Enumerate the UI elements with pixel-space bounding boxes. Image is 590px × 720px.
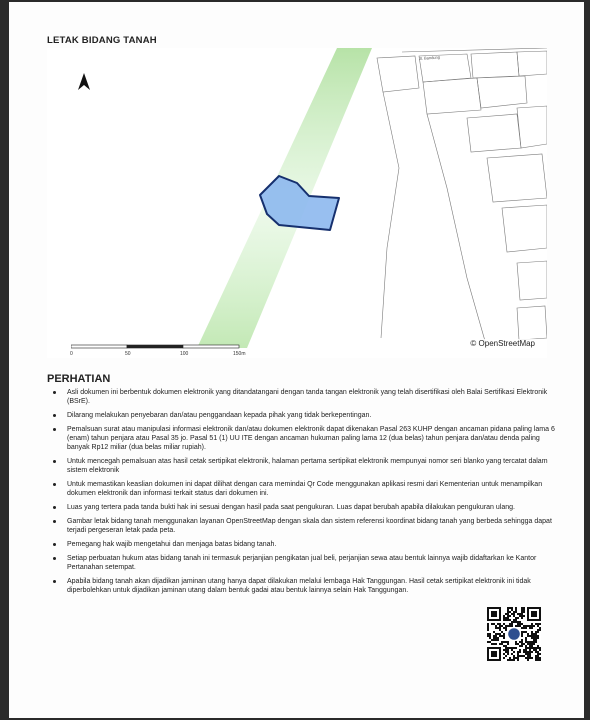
list-item: Dilarang melakukan penyebaran dan/atau penggandaan kepada pihak yang tidak berkepentingan.	[47, 411, 555, 420]
road-label: Jl. Bandung	[418, 54, 441, 61]
osm-attribution: © OpenStreetMap	[470, 339, 535, 348]
notice-title: PERHATIAN	[47, 373, 111, 385]
list-item: Luas yang tertera pada tanda bukti hak ini sesuai dengan hasil pada saat pengukuran. Luas dapat berubah apabila dilakukan pengukuran ulang.	[47, 503, 555, 512]
section-title: LETAK BIDANG TANAH	[47, 35, 157, 46]
map-canvas	[47, 48, 547, 358]
list-item: Asli dokumen ini berbentuk dokumen elektronik yang ditandatangani dengan tanda tangan elektronik yang telah disertifikasi oleh Balai Sertifikasi Elektronik (BSrE).	[47, 388, 555, 406]
parcel-map	[47, 48, 547, 358]
list-item: Gambar letak bidang tanah menggunakan layanan OpenStreetMap dengan skala dan sistem referensi koordinat bidang tanah yang berbeda sehingga dapat terjadi pergeseran letak pada peta.	[47, 517, 555, 535]
list-item: Pemalsuan surat atau manipulasi informasi elektronik dan/atau dokumen elektronik dapat dikenakan Pasal 263 KUHP dengan ancaman pidana paling lama 6 (enam) tahun penjara atau Pasal 35 jo. Pasal 51 (1) UU ITE dengan ancaman hukuman paling lama 12 (dua belas) tahun penjara dan/atau denda paling banyak Rp12 miliar (dua belas miliar rupiah).	[47, 425, 555, 452]
scale-bar	[71, 343, 251, 351]
list-item: Pemegang hak wajib mengetahui dan menjaga batas bidang tanah.	[47, 540, 555, 549]
list-item: Setiap perbuatan hukum atas bidang tanah ini termasuk perjanjian pengikatan jual beli, perjanjian sewa atau bentuk lainnya wajib didaftarkan ke Kantor Pertanahan setempat.	[47, 554, 555, 572]
list-item: Untuk mencegah pemalsuan atas hasil cetak sertipikat elektronik, halaman pertama sertipikat elektronik mempunyai nomor seri blanko yang tercatat dalam sistem elektronik	[47, 457, 555, 475]
scale-label-50: 50	[125, 351, 131, 357]
list-item: Untuk memastikan keaslian dokumen ini dapat dilihat dengan cara memindai Qr Code menggunakan aplikasi resmi dari Kementerian untuk menampilkan dokumen elektronik dan informasi terkait status dari dokumen ini.	[47, 480, 555, 498]
scale-label-100: 100	[180, 351, 189, 357]
certificate-page	[9, 2, 584, 718]
scale-label-0: 0	[70, 351, 73, 357]
qr-code-icon	[487, 607, 541, 661]
north-arrow-icon	[78, 73, 90, 90]
building-outlines	[377, 48, 547, 348]
qr-code	[487, 607, 541, 661]
list-item: Apabila bidang tanah akan dijadikan jaminan utang hanya dapat dilakukan melalui lembaga Hak Tanggungan. Hasil cetak sertipikat elektronik ini tidak diperbolehkan untuk dijadikan jaminan utang dalam bentuk gadai atau bentuk lainnya selain Hak Tanggungan.	[47, 577, 555, 595]
scale-label-150m: 150m	[233, 351, 246, 357]
notice-list	[47, 388, 555, 600]
